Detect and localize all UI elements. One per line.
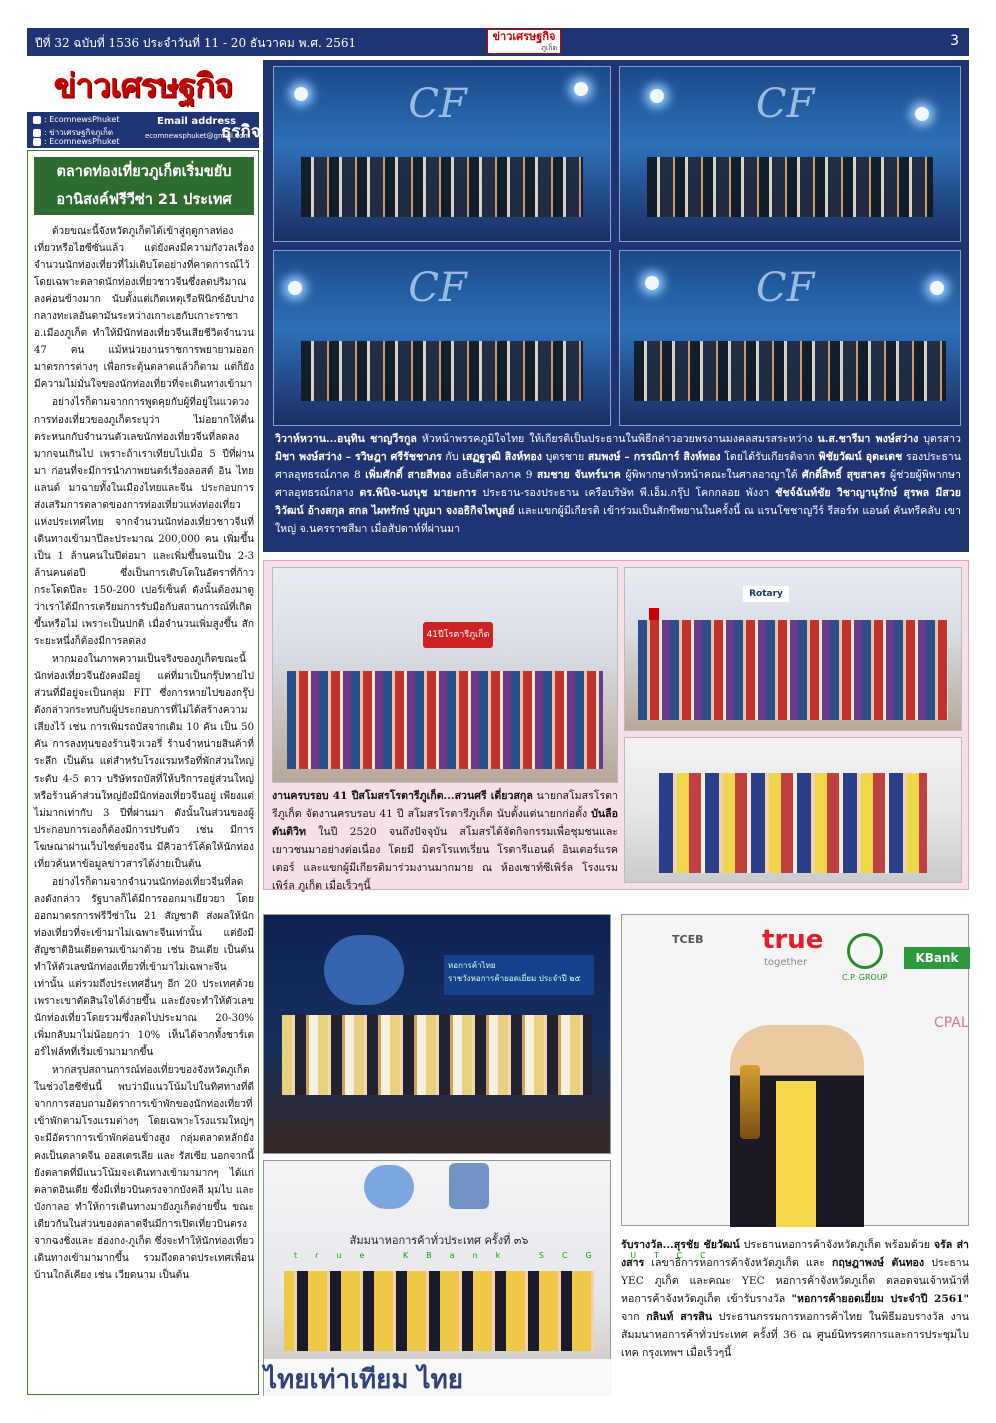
masthead-subtitle: ธุรกิจ (221, 122, 261, 142)
rotary-caption (272, 787, 618, 892)
wedding-panel (263, 60, 969, 552)
group-of-people (287, 671, 604, 769)
true-logo: true (762, 925, 824, 955)
award-caption-text: ประธานกรรมการหอการค้าไทย ในพิธีมอบรางวัล งานสัมมนาหอการค้าทั่วประเทศ ครั้งที่ 36 ณ ศูนย์นิทรรศการและการประชุมไบเทค กรุงเทพฯ เมื่อเร็วๆนี้ (621, 1311, 969, 1359)
award-caption-text: เลขาธิการหอการค้าจังหวัดภูเก็ต และ (644, 1257, 832, 1269)
email-address: ecomnewsphuket@gmail.com (145, 132, 251, 140)
wedding-caption-bold: เสฏฐวุฒิ สิงห์ทอง (462, 451, 542, 463)
yellow-shirt (776, 1081, 816, 1227)
wedding-photo-1 (273, 66, 611, 242)
stage-screen (444, 955, 594, 995)
chamber-emblem (449, 1163, 489, 1209)
email-label: Email address (157, 116, 237, 127)
stage-light (915, 107, 929, 121)
sponsor-logo: KBank (402, 1251, 519, 1260)
group-of-people (282, 1015, 592, 1095)
twitter-contact: : EcomnewsPhuket (33, 137, 119, 146)
group-of-people (647, 157, 933, 216)
facebook-contact: : EcomnewsPhuket (33, 115, 119, 124)
award-caption-bold: จรัล ส่างสาร (621, 1239, 969, 1269)
sponsor-logo: UTCC (630, 1251, 724, 1260)
stage-light (288, 281, 302, 295)
article-paragraph: อย่างไรก็ตามจากการพูดคุยกับผู้ที่อยู่ในแวดวงการท่องเที่ยวของภูเก็ตระบุว่า ไม่อยากให้ตื่นตระหนกกับจำนวนตัวเลขนักท่องเที่ยวจีนที่ลดลงมากจนเกินไป เพราะถ้าเราเทียบไปเมื่อ 5 ปีที่ผ่านมา ก่อนที่จะมีการนำภาพยนตร์เรื่องลอสต์ อิน ไทยแลนด์ มาฉายทั้งในเมืองไทยและจีน ประกอบการส่งเสริมการตลาดของการท่องเที่ยวแห่งท่องเที่ยวแห่งประเทศไทย จากจำนวนนักท่องเที่ยวชาวจีนที่เดินทางเข้ามาปีละประมาณ 200,000 คน เพิ่มขึ้นเป็น 1 ล้านคนในปีต่อมา และเพิ่มขึ้นจนเป็น 2-3 ล้านคนต่อปี ซึ่งเป็นการเติบโตในอัตราที่ก้าวกระโดดปีละ 150-200 เปอร์เซ็นต์ ดังนั้นต้องมาดูว่าเราได้มีการเตรียมการรับมือกับสถานการณ์ที่เกิดขึ้นหรือไม่ เพราะเป็นปกติ เมื่อจำนวนเพิ่มสูงขึ้น สักระยะหนึ่งก็ต้องมีการลดลง (34, 397, 254, 648)
line-icon (33, 129, 41, 137)
masthead-title: ข่าวเศรษฐกิจ (53, 66, 233, 105)
group-of-people (301, 341, 583, 400)
article-body (34, 223, 254, 1389)
backdrop-text: สัมมนาหอการค้าทั่วประเทศ ครั้งที่ ๓๖ (349, 1234, 529, 1247)
header-logo-text: ข่าวเศรษฐกิจ (492, 30, 556, 43)
cf-logo: CF (408, 80, 467, 127)
rotary-costume-photo (624, 567, 962, 731)
group-of-people (284, 1271, 594, 1351)
wedding-caption (275, 430, 961, 548)
group-of-people (638, 620, 947, 720)
award-caption-bold: กลินท์ สารสิน (646, 1311, 713, 1323)
award-caption-bold: "หอการค้ายอดเยี่ยม ประจำปี 2561" (791, 1293, 969, 1305)
cf-logo: CF (756, 264, 815, 311)
line-contact: : ข่าวเศรษฐกิจภูเก็ต (33, 126, 113, 139)
wedding-caption-text: กับ (441, 451, 463, 463)
wedding-caption-text: ผู้ช่วยผู้พิพากษาศาลอุทธรณ์กลาง (275, 469, 961, 499)
group-of-people (659, 773, 928, 874)
wedding-caption-bold: ศักดิ์สิทธิ์ สุขสาคร (801, 469, 886, 481)
cp-logo-icon (847, 933, 883, 969)
wedding-caption-bold: พิชัยวัฒน์ อุตะเดช (818, 451, 903, 463)
rotary-caption-bold: งานครบรอบ 41 ปีสโมสรโรตารีภูเก็ต...สวนศรี เดี่ยวสกุล (272, 790, 533, 802)
stage-title-text: ราชวังหอการค้ายอดเยี่ยม ประจำปี ๒๕ (448, 974, 581, 983)
award-caption (621, 1236, 969, 1396)
rotary-group-photo (272, 567, 618, 783)
wedding-caption-text: และแขกผู้มีเกียรติ เข้าร่วมเป็นสักขีพยานในครั้งนี้ ณ แรนโชชาญวีร์ รีสอร์ท แอนด์ คันทรีคลับ เขาใหญ่ จ.นครราชสีมา เมื่อสัปดาห์ที่ผ่านมา (275, 505, 961, 535)
tceb-logo: TCEB (672, 933, 704, 946)
event-logo (364, 1165, 414, 1209)
rotary-caption-text: นายกสโมสรโรตารีภูเก็ต จัดงานครบรอบ 41 ปี สโมสรโรตารีภูเก็ต นับตั้งแต่นายกก่อตั้ง (272, 790, 618, 820)
cf-logo: CF (408, 264, 467, 311)
wedding-caption-bold: ดร.พินิจ-นงนุช มายะการ (359, 487, 477, 499)
rotary-caption-bold: บันลือ ตันติวิท (272, 808, 618, 838)
stage-host-text: หอการค้าไทย (448, 961, 496, 970)
masthead (27, 62, 259, 148)
headline-line-1: ตลาดท่องเที่ยวภูเก็ตเริ่มขยับ (56, 164, 232, 180)
article-headline (34, 157, 254, 215)
award-caption-text: ประธานหอการค้าจังหวัดภูเก็ต พร้อมด้วย (739, 1239, 934, 1251)
cpall-logo: CPAL (934, 1015, 969, 1031)
stage-light (574, 82, 588, 96)
article-paragraph: หากมองในภาพความเป็นจริงของภูเก็ตขณะนี้นักท่องเที่ยวจีนยังคงมีอยู่ แต่ที่มาเป็นกรุ๊ปหายไป ส่วนที่มีอยู่จะเป็นกลุ่ม FIT ซึ่งการหายไปของกรุ๊ปดังกล่าวกระทบกับผู้ประกอบการที่ไม่ได้สร้างความเสียงไว้ เช่น การเพิ่มรถบัสจากเดิม 10 คัน เป็น 50 คัน การลงทุนของร้านจิวเวอรี่ ร้านจำหน่ายสินค้าที่ระลึก เป็นต้น แต่สำหรับโรงแรมหรือที่พักส่วนใหญ่ระดับ 4-5 ดาว บริษัทรถบัสที่ให้บริการอยู่ส่วนใหญ่หรือร้านค้าส่วนใหญ่ยังมีนักท่องเที่ยวจีนอยู่ เพียงแต่ไม่มากเท่ากับ 3 ปีที่ผ่านมา ดังนั้นในส่วนของผู้ประกอบการเองก็ต้องมีการปรับตัว เช่น มีการโฆษณาผ่านเว็บไซต์ของจีน มีคิวอาร์โค้ดให้นักท่องเที่ยวค้นหาข้อมูลข่าวสารได้ง่ายเป็นต้น (34, 654, 254, 870)
page-number: 3 (950, 33, 959, 49)
stage-banner: 41ปีโรตารีภูเก็ต (423, 622, 493, 648)
rotary-panel (263, 560, 969, 890)
wedding-caption-bold: น.ส.ชารีมา พงษ์สว่าง (817, 433, 919, 445)
article-paragraph: ด้วยขณะนี้จังหวัดภูเก็ตได้เข้าสู่ฤดูกาลท่องเที่ยวหรือไฮซีซั่นแล้ว แต่ยังคงมีความกังวลเรื่องจำนวนนักท่องเที่ยวที่ไม่เติบโตอย่างที่คาดการณ์ไว้ โดยเฉพาะตลาดนักท่องเที่ยวชาวจีนซึ่งลดปริมาณลงค่อนข้างมาก นับตั้งแต่เกิดเหตุเรือฟินิกซ์อับปางกลางทะเลอันดามันระหว่างเกาะเฮกับเกาะราชา อ.เมืองภูเก็ต ทำให้มีนักท่องเที่ยวจีนเสียชีวิตจำนวน 47 คน แม้หน่วยงานราชการพยายามออกมาตรการต่างๆ เพื่อกระตุ้นตลาดแล้วก็ตาม แต่ก็ยังมีความไม่มั่นใจของนักท่องเที่ยวที่จะเดินทางเข้ามา (34, 226, 254, 391)
issue-info: ปีที่ 32 ฉบับที่ 1536 ประจำวันที่ 11 - 20 ธันวาคม พ.ศ. 2561 (35, 36, 357, 50)
award-caption-text: ประธาน YEC ภูเก็ต และคณะ YEC หอการค้าจังหวัดภูเก็ต ตลอดจนเจ้าหน้าที่หอการค้าจังหวัดภูเก็ต เข้ารับรางวัล (621, 1257, 969, 1305)
article-paragraph: หากสรุปสถานการณ์ท่องเที่ยวของจังหวัดภูเก็ตในช่วงไฮซีซั่นนี้ พบว่ามีแนวโน้มไปในทิศทางที่ดี จากการสอบถามอัตราการเข้าพักของนักท่องเที่ยวที่เข้าพักตามโรงแรมต่างๆ โดยเฉพาะโรงแรมใหญ่ๆ จะมีอัตราการเข้าพักค่อนข้างสูง กลุ่มตลาดหลักยังคงเป็นตลาดจีน ออสเตรเลีย และ รัสเซีย นอกจากนี้ยังตลาดที่มีแนวโน้มจะเดินทางเข้ามามากๆ ได้แก่ ตลาดอินเดีย ซึ่งมีเที่ยวบินตรงจากบังคลี มุมไบ และบังกาลอ ทำให้การเดินทางมายังภูเก็ตง่ายขึ้น ขณะเดียวกันในส่วนของตลาดจีนมีการเปิดเที่ยวบินตรงจากฉงชิ่งและ ฮ่องกง-ภูเก็ต ซึ่งจะทำให้นักท่องเที่ยวเดินทางเข้ามามากขึ้น รวมถึงตลาดประเทศเพื่อนบ้านใกล้เคียง เช่น เวียดนาม เป็นต้น (34, 1065, 254, 1281)
wedding-caption-text: อธิบดีศาลภาค 9 (451, 469, 537, 481)
page-header (27, 28, 969, 56)
wedding-caption-text: บุตรชาย (541, 451, 588, 463)
wedding-caption-text: โดยได้รับเกียรติจาก (720, 451, 819, 463)
stage-light (294, 87, 308, 101)
masthead-contact-bar (27, 112, 259, 148)
award-caption-text: จาก (621, 1311, 647, 1323)
twitter-icon (33, 138, 41, 146)
wedding-caption-bold: เพิ่มศักดิ์ สายสีทอง (365, 469, 452, 481)
wedding-photo-4 (619, 250, 961, 426)
wedding-caption-bold: ชัชจ์ฉันท์ชัย วิชาญานุรักษ์ สุรพล มีสวย วิวัฒน์ อ้างสกุล สกล ไผทรักษ์ บุญมา จงอธิกิจไพบูลย์ (275, 487, 961, 517)
group-of-people (301, 157, 583, 216)
sponsor-logo: true (294, 1251, 383, 1260)
award-portrait-photo (621, 914, 969, 1226)
sponsor-strip (294, 1251, 724, 1265)
wedding-caption-text: หัวหน้าพรรคภูมิใจไทย ให้เกียรติเป็นประธานในพิธีกล่าวอวยพรงานมงคลสมรสระหว่าง (416, 433, 818, 445)
stage-light (930, 281, 944, 295)
rotary-logo: Rotary (743, 586, 789, 602)
wedding-caption-text: ผู้พิพากษาหัวหน้าคณะในศาลอาญาใต้ (620, 469, 802, 481)
true-tagline: together (764, 957, 808, 968)
wedding-photo-2 (619, 66, 961, 242)
sponsor-logo: SCG (538, 1251, 610, 1260)
wedding-photo-3 (273, 250, 611, 426)
award-caption-bold: กฤษฎาพงษ์ ตันทอง (832, 1257, 925, 1269)
cp-logo: C.P. GROUP (842, 973, 888, 982)
group-of-people (634, 341, 947, 400)
wedding-caption-text: ประธาน-รองประธาน เครือบริษัท พี.เอ็ม.กรุ๊ป โคกกลอย พังงา (476, 487, 776, 499)
wedding-caption-text: บุตรสาว (918, 433, 961, 445)
article-box (27, 150, 259, 1395)
kbank-logo: KBank (904, 947, 970, 969)
wedding-caption-bold: สมพงษ์ – กรรณิการ์ สิงห์ทอง (587, 451, 721, 463)
event-logo (324, 935, 404, 1005)
rotary-caption-text: ในปี 2520 จนถึงปัจจุบัน สโมสรได้จัดกิจกรรมเพื่อชุมชนและเยาวชนมาอย่างต่อเนื่อง โดยมี มิตรโรแทเรี่ยน โรตารีแอนด์ อินเตอร์แรคเตอร์ และแขกผู้มีเกียรติมาร่วมงานมากมาย ณ ห้องเซาท์ซีเพิร์ล โรงแรมเพิร์ล ภูเก็ต เมื่อเร็วๆนี้ (272, 826, 618, 892)
wedding-caption-bold: วิวาห์หวาน...อนุทิน ชาญวีรกูล (275, 433, 417, 445)
cf-logo: CF (756, 80, 815, 127)
article-paragraph: อย่างไรก็ตามจากจำนวนนักท่องเที่ยวจีนที่ลดลงดังกล่าว รัฐบาลก็ได้มีการออกมาเยียวยา โดยออกมาตรการฟรีวีซ่าใน 21 สัญชาติ ส่งผลให้นักท่องเที่ยวที่จะเข้ามาไม่เฉพาะจีนเท่านั้น แต่ยังมีสัญชาติอินเดียตามเข้ามาด้วย เช่น อินเดีย เป็นต้น ทำให้ตัวเลขนักท่องเที่ยวที่เข้ามาไม่เฉพาะจีนเท่านั้น แต่รวมถึงประเทศอื่นๆ อีก 20 ประเทศด้วย เพราะเขาตัดสินใจได้ง่ายขึ้น และยังจะทำให้ตัวเลขนักท่องเที่ยวโดยรวมซึ่งลดไปประมาณ 20-30% เพิ่มกลับมาไม่น้อยกว่า 10% เห็นได้จากทั้งชาร์เตอร์ไฟล์ทที่เริ่มเข้ามามากขึ้น (34, 876, 254, 1059)
award-stage-photo (263, 914, 611, 1154)
trophy (740, 1065, 760, 1139)
award-caption-bold: รับรางวัล...สุรชัย ชัยวัฒน์ (621, 1239, 740, 1251)
wedding-caption-bold: สมชาย จันทร์นาค (536, 469, 621, 481)
wedding-caption-bold: มิชา พงษ์สว่าง – รวิษฎา ศรีรัชชาภร (275, 451, 442, 463)
header-logo (487, 29, 561, 54)
stage-light (645, 276, 659, 290)
facebook-icon (33, 116, 41, 124)
wedding-caption-text: รองประธานศาลอุทธรณ์ภาค 8 (275, 451, 961, 481)
stage-light (650, 89, 664, 103)
rotary-portrait-photo (624, 737, 962, 883)
header-logo-sub: ภูเก็ต (541, 44, 557, 52)
headline-line-2: อานิสงค์ฟรีวีซ่า 21 ประเทศ (56, 192, 232, 208)
floor-text: ไทยเท่าเทียม ไทย (264, 1359, 612, 1397)
